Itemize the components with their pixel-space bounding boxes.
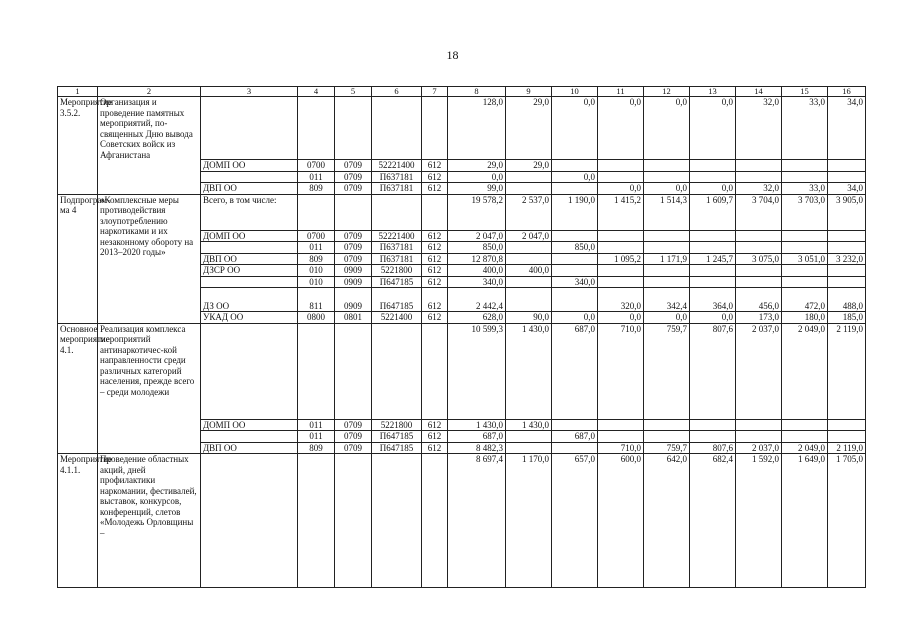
org-cell (201, 323, 298, 419)
value-cell: 759,7 (644, 442, 690, 454)
total-label: Всего, в том числе: (201, 194, 298, 230)
value-cell (782, 171, 828, 183)
value-cell: 0,0 (598, 183, 644, 195)
value-cell: 400,0 (506, 265, 552, 277)
code-cell: 612 (422, 442, 448, 454)
value-cell: 687,0 (448, 431, 506, 443)
column-header: 9 (506, 87, 552, 97)
value-cell (736, 419, 782, 431)
total-cell: 3 905,0 (828, 194, 866, 230)
value-cell: 33,0 (782, 183, 828, 195)
value-cell (690, 276, 736, 288)
code-cell: 5221800 (372, 265, 422, 277)
value-cell: 3 051,0 (782, 253, 828, 265)
total-cell: 1 415,2 (598, 194, 644, 230)
total-cell: 0,0 (598, 97, 644, 160)
value-cell (644, 431, 690, 443)
value-cell (506, 183, 552, 195)
value-cell (506, 431, 552, 443)
column-header: 12 (644, 87, 690, 97)
code-cell: 0709 (335, 419, 372, 431)
org-cell: ДВП ОО (201, 442, 298, 454)
code-cell: П637181 (372, 171, 422, 183)
code-cell: 0709 (335, 253, 372, 265)
value-cell (690, 265, 736, 277)
column-header: 15 (782, 87, 828, 97)
code-cell: 809 (298, 183, 335, 195)
column-header: 3 (201, 87, 298, 97)
org-cell: ДОМП ОО (201, 230, 298, 242)
value-cell (828, 230, 866, 242)
value-cell (782, 230, 828, 242)
value-cell: 1 095,2 (598, 253, 644, 265)
value-cell: 364,0 (690, 288, 736, 312)
code-cell: П647185 (372, 431, 422, 443)
value-cell (644, 242, 690, 254)
value-cell: 0,0 (690, 183, 736, 195)
total-cell: 642,0 (644, 454, 690, 588)
code-cell: 612 (422, 183, 448, 195)
total-cell: 1 514,3 (644, 194, 690, 230)
value-cell (736, 160, 782, 172)
code-cell: 010 (298, 265, 335, 277)
total-cell: 657,0 (552, 454, 598, 588)
value-cell: 173,0 (736, 312, 782, 324)
code-cell: 809 (298, 253, 335, 265)
org-cell (201, 276, 298, 288)
value-cell: 0,0 (448, 171, 506, 183)
org-cell (201, 454, 298, 588)
column-header: 13 (690, 87, 736, 97)
total-cell: 1 705,0 (828, 454, 866, 588)
value-cell: 1 245,7 (690, 253, 736, 265)
item-name: Мероприятие 3.5.2. (58, 97, 98, 195)
total-cell: 1 609,7 (690, 194, 736, 230)
value-cell (782, 419, 828, 431)
code-cell: 011 (298, 419, 335, 431)
code-cell: 612 (422, 431, 448, 443)
total-cell: 8 697,4 (448, 454, 506, 588)
code-cell: П647185 (372, 288, 422, 312)
item-description: Проведение областных акций, дней профилактики наркомании, фестивалей, выставок, конкурсов, конференций, слетов «Молодежь Орловщины – (98, 454, 201, 588)
page-number: 18 (446, 48, 459, 62)
item-description: Организация и проведение памятных мероприятий, по-священных Дню вывода Советских войск из Афганистана (98, 97, 201, 195)
value-cell (598, 265, 644, 277)
org-cell (201, 431, 298, 443)
value-cell (828, 431, 866, 443)
org-cell (201, 171, 298, 183)
code-cell: 0909 (335, 265, 372, 277)
code-cell: 011 (298, 431, 335, 443)
value-cell: 29,0 (448, 160, 506, 172)
value-cell (552, 288, 598, 312)
total-cell: 2 037,0 (736, 323, 782, 419)
value-cell (828, 242, 866, 254)
value-cell (782, 431, 828, 443)
value-cell (506, 276, 552, 288)
code-cell: 612 (422, 288, 448, 312)
total-cell: 600,0 (598, 454, 644, 588)
value-cell (690, 419, 736, 431)
total-cell: 0,0 (644, 97, 690, 160)
value-cell: 32,0 (736, 183, 782, 195)
code-cell: 52221400 (372, 230, 422, 242)
value-cell: 0,0 (644, 183, 690, 195)
column-number-row (58, 87, 866, 97)
total-cell: 1 592,0 (736, 454, 782, 588)
code-cell: 612 (422, 160, 448, 172)
value-cell: 99,0 (448, 183, 506, 195)
total-cell: 32,0 (736, 97, 782, 160)
code-cell: 010 (298, 276, 335, 288)
item-name: Подпрограм-ма 4 (58, 194, 98, 323)
code-cell: 809 (298, 442, 335, 454)
value-cell (736, 242, 782, 254)
value-cell: 180,0 (782, 312, 828, 324)
value-cell (644, 419, 690, 431)
total-cell: 34,0 (828, 97, 866, 160)
column-header: 6 (372, 87, 422, 97)
code-cell: 0801 (335, 312, 372, 324)
item-name: Основное мероприятие 4.1. (58, 323, 98, 454)
code-cell: 612 (422, 230, 448, 242)
value-cell: 2 442,4 (448, 288, 506, 312)
total-cell: 3 704,0 (736, 194, 782, 230)
value-cell: 628,0 (448, 312, 506, 324)
value-cell (598, 160, 644, 172)
value-cell: 90,0 (506, 312, 552, 324)
code-cell: 0709 (335, 431, 372, 443)
value-cell: 0,0 (552, 312, 598, 324)
column-header: 4 (298, 87, 335, 97)
code-cell: 0709 (335, 160, 372, 172)
code-cell: 0709 (335, 242, 372, 254)
column-header: 10 (552, 87, 598, 97)
total-cell: 2 119,0 (828, 323, 866, 419)
value-cell (598, 419, 644, 431)
value-cell: 3 075,0 (736, 253, 782, 265)
value-cell: 2 119,0 (828, 442, 866, 454)
code-cell: 612 (422, 242, 448, 254)
value-cell (736, 230, 782, 242)
value-cell (782, 276, 828, 288)
value-cell: 488,0 (828, 288, 866, 312)
value-cell: 34,0 (828, 183, 866, 195)
total-cell: 682,4 (690, 454, 736, 588)
value-cell (598, 230, 644, 242)
value-cell: 0,0 (644, 312, 690, 324)
value-cell (552, 230, 598, 242)
org-cell: ДОМП ОО (201, 419, 298, 431)
org-cell: ДЗСР ОО (201, 265, 298, 277)
value-cell: 2 047,0 (506, 230, 552, 242)
value-cell (644, 171, 690, 183)
code-cell: 52221400 (372, 160, 422, 172)
value-cell: 2 037,0 (736, 442, 782, 454)
value-cell: 400,0 (448, 265, 506, 277)
value-cell (644, 230, 690, 242)
org-cell: ДВП ОО (201, 253, 298, 265)
code-cell: 5221800 (372, 419, 422, 431)
value-cell (506, 442, 552, 454)
value-cell (736, 431, 782, 443)
item-name: Мероприятие 4.1.1. (58, 454, 98, 588)
value-cell: 2 049,0 (782, 442, 828, 454)
value-cell: 342,4 (644, 288, 690, 312)
value-cell (552, 160, 598, 172)
value-cell (690, 230, 736, 242)
org-cell (201, 97, 298, 160)
table-row (58, 454, 866, 588)
total-cell: 2 049,0 (782, 323, 828, 419)
total-cell: 1 190,0 (552, 194, 598, 230)
code-cell: П647185 (372, 276, 422, 288)
value-cell: 807,6 (690, 442, 736, 454)
column-header: 8 (448, 87, 506, 97)
table-row (58, 323, 866, 419)
code-cell: 811 (298, 288, 335, 312)
column-header: 16 (828, 87, 866, 97)
value-cell: 0,0 (552, 171, 598, 183)
code-cell: П647185 (372, 442, 422, 454)
value-cell (506, 242, 552, 254)
code-cell: 011 (298, 242, 335, 254)
code-cell: 0909 (335, 276, 372, 288)
code-cell: 612 (422, 265, 448, 277)
value-cell (828, 265, 866, 277)
code-cell: 612 (422, 253, 448, 265)
code-cell: П637181 (372, 253, 422, 265)
total-cell: 19 578,2 (448, 194, 506, 230)
total-cell: 1 170,0 (506, 454, 552, 588)
value-cell (828, 171, 866, 183)
value-cell: 1 430,0 (506, 419, 552, 431)
code-cell: 0800 (298, 312, 335, 324)
code-cell: 5221400 (372, 312, 422, 324)
code-cell: 0709 (335, 230, 372, 242)
item-description: «Комплексные меры противодействия злоупотреблению наркотиками и их незаконному обороту на 2013–2020 годы» (98, 194, 201, 323)
value-cell (782, 265, 828, 277)
value-cell (736, 265, 782, 277)
column-header: 2 (98, 87, 201, 97)
code-cell: 612 (422, 419, 448, 431)
value-cell (506, 171, 552, 183)
value-cell (598, 431, 644, 443)
total-cell: 1 430,0 (506, 323, 552, 419)
value-cell: 340,0 (448, 276, 506, 288)
value-cell (644, 160, 690, 172)
code-cell: 0709 (335, 183, 372, 195)
total-cell: 0,0 (552, 97, 598, 160)
value-cell: 687,0 (552, 431, 598, 443)
value-cell: 1 430,0 (448, 419, 506, 431)
value-cell (598, 171, 644, 183)
code-cell: 011 (298, 171, 335, 183)
value-cell (552, 419, 598, 431)
budget-table (57, 86, 866, 588)
value-cell: 456,0 (736, 288, 782, 312)
org-cell: ДЗ ОО (201, 288, 298, 312)
value-cell (552, 253, 598, 265)
column-header: 1 (58, 87, 98, 97)
value-cell: 472,0 (782, 288, 828, 312)
code-cell: 612 (422, 171, 448, 183)
total-cell: 759,7 (644, 323, 690, 419)
value-cell: 185,0 (828, 312, 866, 324)
value-cell: 2 047,0 (448, 230, 506, 242)
value-cell: 850,0 (448, 242, 506, 254)
total-cell: 128,0 (448, 97, 506, 160)
value-cell: 710,0 (598, 442, 644, 454)
total-cell: 29,0 (506, 97, 552, 160)
column-header: 7 (422, 87, 448, 97)
total-cell: 0,0 (690, 97, 736, 160)
value-cell (644, 265, 690, 277)
org-cell: ДОМП ОО (201, 160, 298, 172)
value-cell (598, 242, 644, 254)
code-cell: П637181 (372, 183, 422, 195)
value-cell: 0,0 (598, 312, 644, 324)
value-cell (598, 276, 644, 288)
value-cell (506, 253, 552, 265)
value-cell (782, 242, 828, 254)
code-cell: 0700 (298, 160, 335, 172)
value-cell (828, 160, 866, 172)
table-row (58, 97, 866, 160)
total-cell: 33,0 (782, 97, 828, 160)
total-cell: 1 649,0 (782, 454, 828, 588)
value-cell (552, 183, 598, 195)
value-cell: 12 870,8 (448, 253, 506, 265)
total-cell: 710,0 (598, 323, 644, 419)
item-description: Реализация комплекса мероприятий антинаркотичес-кой направленности среди различных категорий населения, прежде всего – среди молодежи (98, 323, 201, 454)
value-cell (828, 276, 866, 288)
value-cell: 0,0 (690, 312, 736, 324)
value-cell: 29,0 (506, 160, 552, 172)
total-cell: 807,6 (690, 323, 736, 419)
value-cell: 8 482,3 (448, 442, 506, 454)
column-header: 11 (598, 87, 644, 97)
value-cell (782, 160, 828, 172)
value-cell (690, 171, 736, 183)
value-cell (736, 276, 782, 288)
value-cell: 1 171,9 (644, 253, 690, 265)
value-cell (552, 442, 598, 454)
code-cell: П637181 (372, 242, 422, 254)
code-cell: 612 (422, 276, 448, 288)
code-cell: 0909 (335, 288, 372, 312)
value-cell: 3 232,0 (828, 253, 866, 265)
total-cell: 687,0 (552, 323, 598, 419)
total-cell: 2 537,0 (506, 194, 552, 230)
org-cell (201, 242, 298, 254)
code-cell: 0709 (335, 442, 372, 454)
code-cell: 612 (422, 312, 448, 324)
org-cell: УКАД ОО (201, 312, 298, 324)
value-cell (690, 431, 736, 443)
total-cell: 3 703,0 (782, 194, 828, 230)
column-header: 5 (335, 87, 372, 97)
value-cell: 850,0 (552, 242, 598, 254)
value-cell: 320,0 (598, 288, 644, 312)
org-cell: ДВП ОО (201, 183, 298, 195)
code-cell: 0709 (335, 171, 372, 183)
value-cell (690, 160, 736, 172)
total-cell: 10 599,3 (448, 323, 506, 419)
value-cell: 340,0 (552, 276, 598, 288)
code-cell: 0700 (298, 230, 335, 242)
value-cell (506, 288, 552, 312)
value-cell (736, 171, 782, 183)
value-cell (690, 242, 736, 254)
value-cell (644, 276, 690, 288)
table-row (58, 194, 866, 230)
value-cell (552, 265, 598, 277)
value-cell (828, 419, 866, 431)
column-header: 14 (736, 87, 782, 97)
